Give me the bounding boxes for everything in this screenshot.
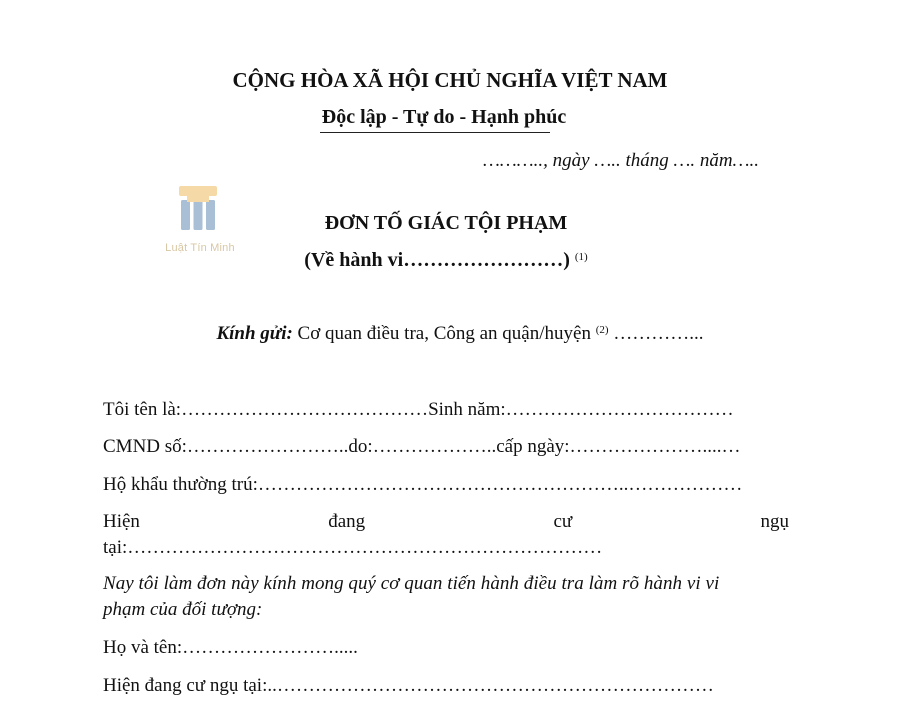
subtitle-text: (Về hành vi……………………) xyxy=(304,249,570,271)
complainant-name-line: Tôi tên là:…………………………………Sinh năm:……………………………… xyxy=(103,399,734,420)
footnote-ref-2: (2) xyxy=(595,324,609,336)
current-residence-continued: tại:………………………………………………………………… xyxy=(103,537,603,558)
recipient-label: Kính gửi: xyxy=(216,323,293,344)
suspect-residence-line: Hiện đang cư ngụ tại:..…………………………………………………………… xyxy=(103,675,714,696)
request-line-1: Nay tôi làm đơn này kính mong quý cơ quan tiến hành điều tra làm rõ hành vi vi xyxy=(103,573,720,594)
watermark-text: Luật Tín Minh xyxy=(165,242,235,254)
country-heading: CỘNG HÒA XÃ HỘI CHỦ NGHĨA VIỆT NAM xyxy=(232,68,668,92)
residence-word: đang xyxy=(328,511,366,532)
place-date-line: ……….., ngày ….. tháng …. năm….. xyxy=(483,150,760,171)
residence-word: cư xyxy=(553,511,573,532)
residence-word: Hiện xyxy=(103,511,140,532)
document-title: ĐƠN TỐ GIÁC TỘI PHẠM xyxy=(324,212,568,234)
recipient-blank: …………... xyxy=(613,323,704,344)
residence-word: ngụ xyxy=(760,511,789,532)
suspect-name-line: Họ và tên:……………………..... xyxy=(103,637,358,658)
document-subtitle xyxy=(0,249,896,272)
motto-underline xyxy=(320,132,550,133)
household-registration-line: Hộ khẩu thường trú:…………………………………………………..……………… xyxy=(103,474,743,495)
current-residence-line xyxy=(103,510,789,534)
recipient-text: Cơ quan điều tra, Công an quận/huyện xyxy=(297,323,591,344)
footnote-ref-1: (1) xyxy=(574,251,588,263)
request-line-2: phạm của đối tượng: xyxy=(103,599,263,620)
id-card-line: CMND số:……………………..do:………………..cấp ngày:…………………....… xyxy=(103,436,741,457)
recipient-line xyxy=(10,323,900,345)
motto: Độc lập - Tự do - Hạnh phúc xyxy=(321,106,567,128)
